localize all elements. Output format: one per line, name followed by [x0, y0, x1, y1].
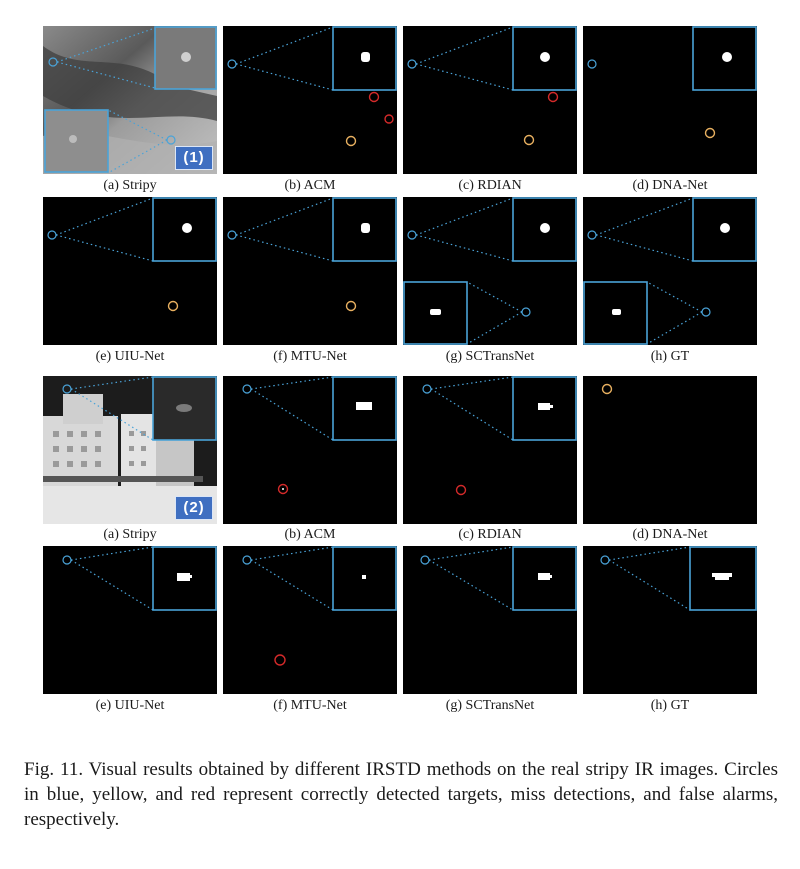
panel-caption: (b) ACM	[284, 527, 336, 542]
panel-caption: (e) UIU-Net	[95, 349, 165, 364]
panel-caption: (f) MTU-Net	[273, 698, 347, 713]
panel-1-rdian	[403, 26, 577, 174]
panel-2-dna-net	[583, 376, 757, 524]
figure-caption: Fig. 11. Visual results obtained by different IRSTD methods on the real stripy IR images. Circles in blue, yellow, and red represent correctly detected targets, miss detections, and false alarms, respectively.	[24, 759, 778, 830]
panel-2-uiu-net	[43, 546, 217, 694]
panel-caption: (h) GT	[650, 698, 690, 713]
panel-caption: (b) ACM	[284, 178, 336, 193]
panel-1-dna-net	[583, 26, 757, 174]
panel-caption: (h) GT	[650, 349, 690, 364]
panel-caption: (g) SCTransNet	[445, 698, 535, 713]
panel-2-acm	[223, 376, 397, 524]
panel-caption: (c) RDIAN	[458, 527, 522, 542]
panel-caption: (f) MTU-Net	[273, 349, 347, 364]
panel-2-rdian	[403, 376, 577, 524]
panel-caption: (e) UIU-Net	[95, 698, 165, 713]
panel-1-gt	[583, 197, 757, 345]
panel-1-sctransnet	[403, 197, 577, 345]
panel-1-acm	[223, 26, 397, 174]
panel-caption: (d) DNA-Net	[632, 178, 708, 193]
panel-caption: (a) Stripy	[103, 178, 157, 193]
panel-1-stripy	[43, 26, 217, 174]
image-index-badge: (2)	[175, 496, 213, 520]
panel-1-mtu-net	[223, 197, 397, 345]
panel-1-uiu-net	[43, 197, 217, 345]
panel-caption: (a) Stripy	[103, 527, 157, 542]
panel-caption: (g) SCTransNet	[445, 349, 535, 364]
panel-2-mtu-net	[223, 546, 397, 694]
panel-2-gt	[583, 546, 757, 694]
panel-caption: (d) DNA-Net	[632, 527, 708, 542]
panel-caption: (c) RDIAN	[458, 178, 522, 193]
panel-2-sctransnet	[403, 546, 577, 694]
panel-2-stripy	[43, 376, 217, 524]
image-index-badge: (1)	[175, 146, 213, 170]
